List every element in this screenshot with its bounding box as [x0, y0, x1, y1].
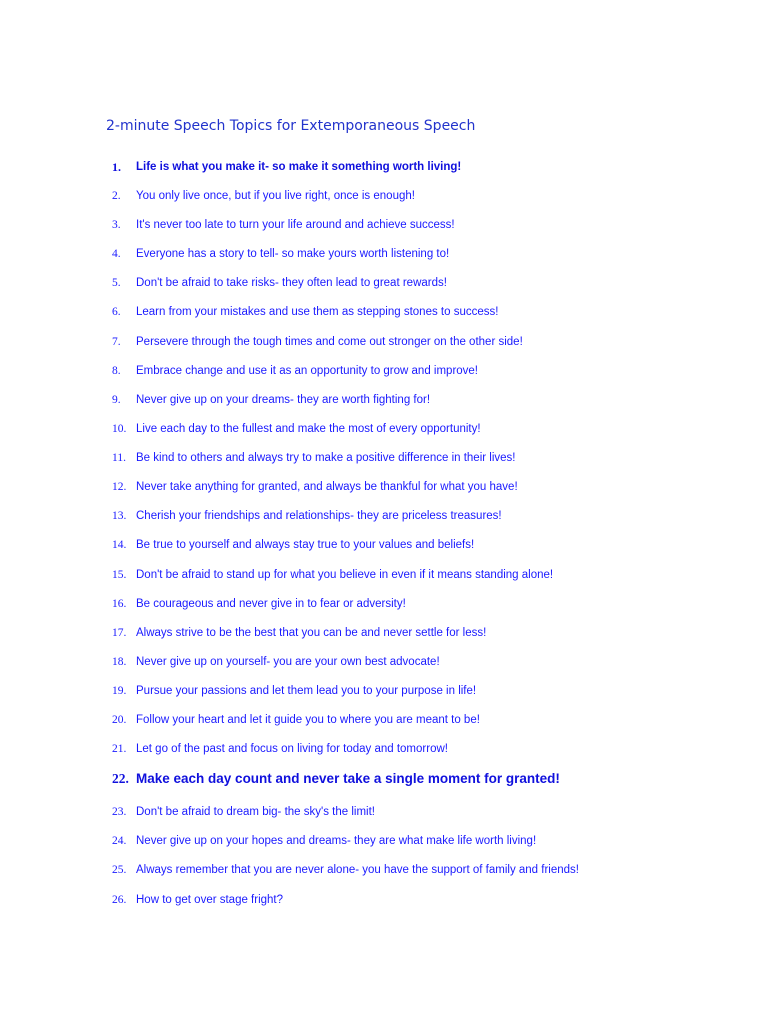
- topic-number: 15.: [112, 569, 127, 581]
- topic-number: 14.: [112, 539, 127, 551]
- topic-number: 21.: [112, 743, 127, 755]
- topic-text: You only live once, but if you live right, once is enough!: [136, 190, 415, 202]
- topic-number: 1.: [112, 160, 121, 174]
- topic-number: 16.: [112, 598, 127, 610]
- topic-text: Let go of the past and focus on living for today and tomorrow!: [136, 743, 448, 755]
- topic-text: Follow your heart and let it guide you to where you are meant to be!: [136, 714, 480, 726]
- topic-text: Never give up on yourself- you are your own best advocate!: [136, 656, 440, 668]
- topic-number: 19.: [112, 685, 127, 697]
- topic-number: 7.: [112, 336, 121, 348]
- topic-number: 24.: [112, 835, 127, 847]
- topic-number: 8.: [112, 365, 121, 377]
- topic-number: 20.: [112, 714, 127, 726]
- topic-text: Life is what you make it- so make it something worth living!: [136, 161, 462, 173]
- topic-text: Be kind to others and always try to make a positive difference in their lives!: [136, 452, 516, 464]
- topic-number: 12.: [112, 481, 127, 493]
- topic-text: Pursue your passions and let them lead you to your purpose in life!: [136, 685, 477, 697]
- topic-text: Never take anything for granted, and always be thankful for what you have!: [136, 481, 518, 493]
- topic-number: 5.: [112, 277, 121, 289]
- topic-text: Be courageous and never give in to fear or adversity!: [136, 598, 406, 610]
- topic-text: Learn from your mistakes and use them as stepping stones to success!: [136, 306, 499, 318]
- topic-number: 23.: [112, 806, 127, 818]
- topic-number: 9.: [112, 394, 121, 406]
- topic-text: Persevere through the tough times and come out stronger on the other side!: [136, 336, 523, 348]
- topic-number: 17.: [112, 627, 127, 639]
- topic-number: 26.: [112, 894, 127, 906]
- topic-text: It's never too late to turn your life around and achieve success!: [136, 219, 455, 231]
- topic-text: How to get over stage fright?: [136, 894, 284, 906]
- topic-text: Everyone has a story to tell- so make yours worth listening to!: [136, 248, 450, 260]
- topic-text: Never give up on your hopes and dreams- they are what make life worth living!: [136, 835, 537, 847]
- topic-number: 2.: [112, 190, 121, 202]
- topic-text: Always remember that you are never alone- you have the support of family and friends!: [136, 864, 579, 876]
- topic-number: 11.: [112, 452, 126, 464]
- topic-text: Don't be afraid to take risks- they often lead to great rewards!: [136, 277, 447, 289]
- topic-number: 6.: [112, 306, 121, 318]
- topic-text: Don't be afraid to dream big- the sky's the limit!: [136, 806, 375, 818]
- topic-number: 13.: [112, 510, 127, 522]
- topic-text: Never give up on your dreams- they are worth fighting for!: [136, 394, 431, 406]
- topic-number: 3.: [112, 219, 121, 231]
- topic-text: Live each day to the fullest and make the most of every opportunity!: [136, 423, 481, 435]
- topic-number: 10.: [112, 423, 127, 435]
- topic-text: Embrace change and use it as an opportunity to grow and improve!: [136, 365, 479, 377]
- topic-text: Always strive to be the best that you can be and never settle for less!: [136, 627, 487, 639]
- topic-number: 22.: [112, 771, 129, 786]
- topic-text: Don't be afraid to stand up for what you believe in even if it means standing alone!: [136, 569, 554, 581]
- topic-number: 25.: [112, 864, 127, 876]
- topic-number: 18.: [112, 656, 127, 668]
- topic-text: Be true to yourself and always stay true to your values and beliefs!: [136, 539, 475, 551]
- document-title: 2-minute Speech Topics for Extemporaneous Speech: [106, 118, 476, 134]
- topic-text: Make each day count and never take a single moment for granted!: [136, 771, 560, 786]
- topic-number: 4.: [112, 248, 121, 260]
- topic-text: Cherish your friendships and relationships- they are priceless treasures!: [136, 510, 502, 522]
